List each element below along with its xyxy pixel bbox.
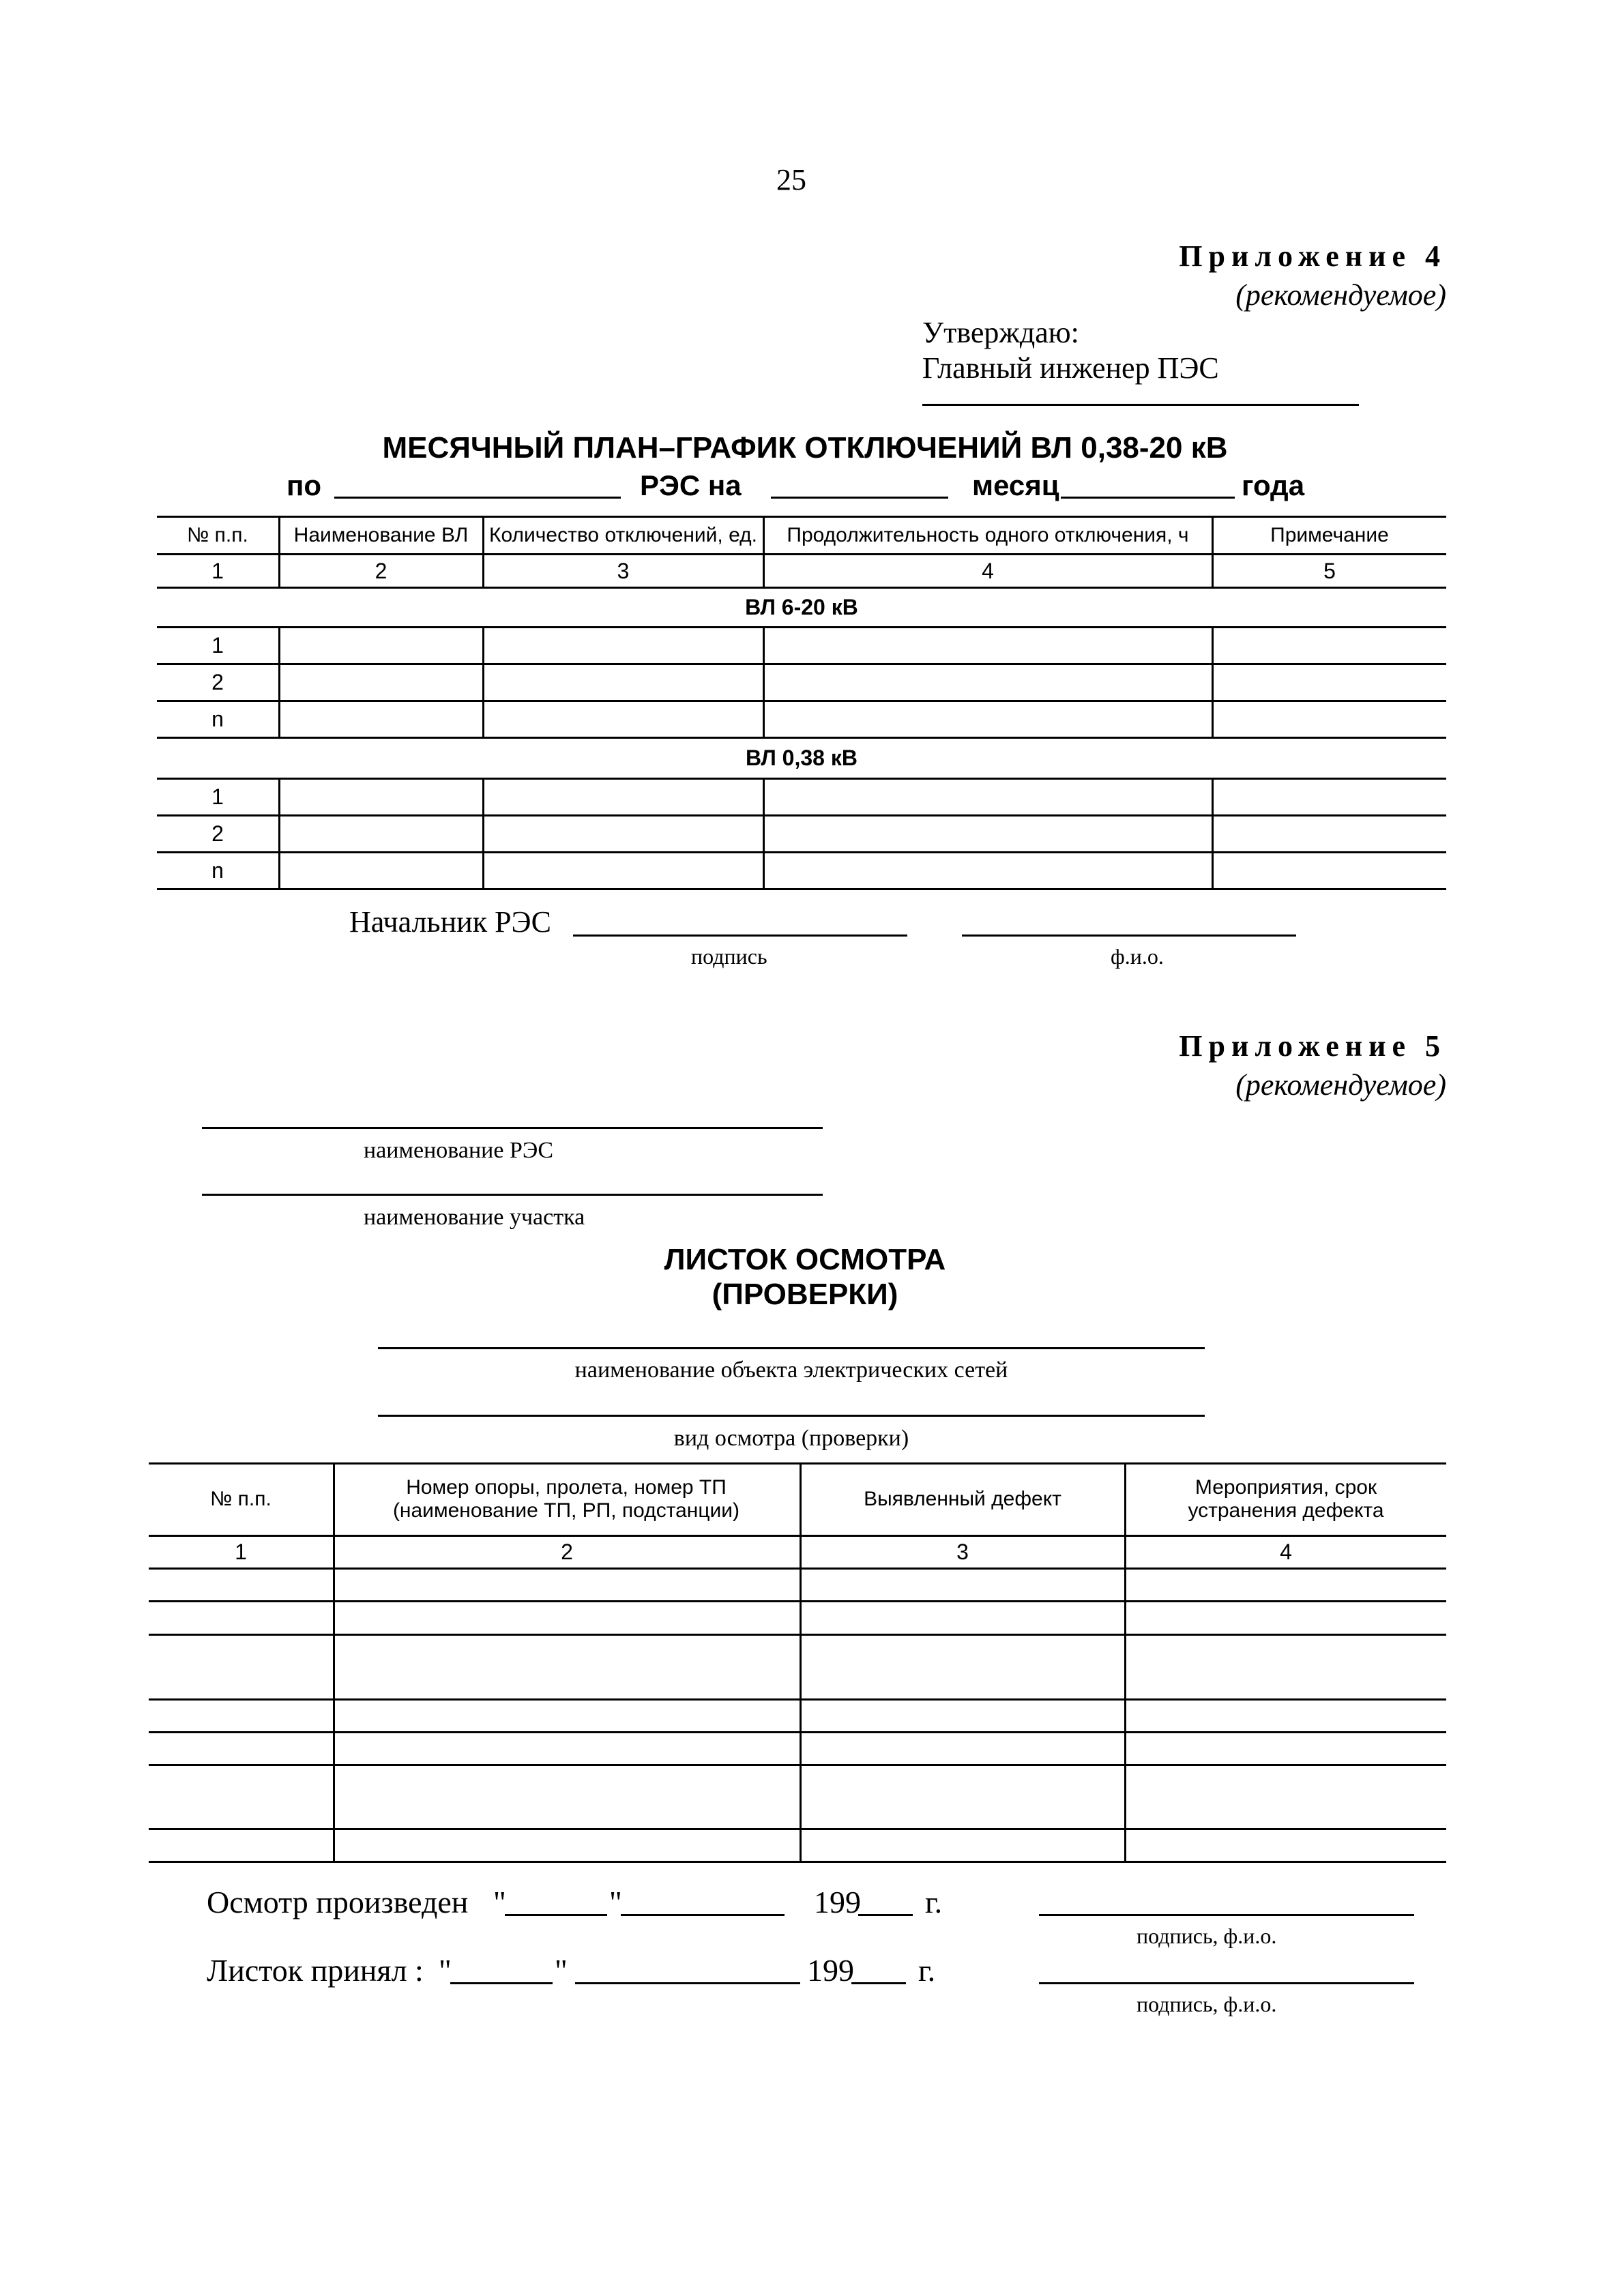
table2-line (149, 1634, 1446, 1636)
table1-row-number: 2 (211, 821, 224, 846)
fio-blank (962, 934, 1296, 937)
table1-line (157, 851, 1446, 853)
table1-vline (763, 778, 765, 888)
table2-bottom-line (149, 1861, 1446, 1863)
table2-colnum: 1 (235, 1540, 247, 1564)
inspection-done-quote-close: " (609, 1885, 622, 1919)
accepted-quote-close: " (555, 1953, 568, 1988)
res-na-label: РЭС на (640, 469, 742, 501)
po-label: по (287, 469, 322, 501)
inspection-done-sign-blank (1039, 1914, 1414, 1916)
table1-colnum: 4 (982, 558, 994, 583)
inspection-done-year: 199 (814, 1885, 861, 1919)
inspection-type-caption: вид осмотра (проверки) (673, 1426, 909, 1451)
accepted-sign-blank (1039, 1982, 1414, 1984)
table1-vline (278, 626, 280, 737)
inspection-done-sign-caption: подпись, ф.и.о. (1137, 1924, 1277, 1948)
month-label: месяц (972, 469, 1059, 501)
object-caption: наименование объекта электрических сетей (574, 1357, 1008, 1383)
accepted-g: г. (918, 1953, 936, 1988)
table1-line (157, 778, 1446, 780)
table1-row-number: 1 (211, 784, 224, 809)
approver-signature-line (922, 404, 1359, 406)
table2-line (149, 1731, 1446, 1733)
table1-colnum: 5 (1323, 558, 1336, 583)
signature-blank (573, 934, 907, 937)
table1-row-number: n (211, 707, 224, 731)
table2-line (149, 1828, 1446, 1830)
month-blank (1061, 497, 1235, 499)
res-name-blank (202, 1127, 823, 1129)
table2-header-cell: № п.п. (210, 1488, 272, 1510)
inspection-done-g: г. (925, 1885, 943, 1919)
table1-vline (482, 778, 484, 888)
inspection-done-day-blank (505, 1914, 607, 1916)
inspection-done-quote-open: " (493, 1885, 506, 1919)
table1-line (157, 663, 1446, 665)
appendix4-title: Приложение 4 (1179, 239, 1446, 273)
approve-label: Утверждаю: (922, 316, 1079, 349)
table1-vline (278, 778, 280, 888)
table2-line (149, 1698, 1446, 1701)
section-vl-6-20: ВЛ 6-20 кВ (745, 595, 858, 619)
table1-header-cell: Продолжительность одного отключения, ч (787, 523, 1189, 546)
section-vl-038: ВЛ 0,38 кВ (746, 746, 858, 770)
table1-line (157, 700, 1446, 702)
year-label: года (1242, 469, 1305, 501)
table2-header-cell: Мероприятия, срок устранения дефекта (1188, 1476, 1384, 1522)
accepted-sign-caption: подпись, ф.и.о. (1137, 1992, 1277, 2016)
appendix4-subtitle: (рекомендуемое) (1235, 278, 1446, 312)
res-name-caption: наименование РЭС (364, 1138, 553, 1163)
sheet-heading-line1: ЛИСТОК ОСМОТРА (664, 1243, 946, 1276)
table2-vline (1124, 1462, 1126, 1861)
table1-colnum: 1 (211, 558, 224, 583)
table1-row-number: 1 (211, 633, 224, 658)
table1-vline (1212, 626, 1214, 737)
table1-header-cell: Наименование ВЛ (293, 523, 469, 546)
table1-bottom-line (157, 888, 1446, 890)
table1-line (157, 814, 1446, 816)
fio-caption: ф.и.о. (1111, 944, 1164, 969)
table2-line (149, 1600, 1446, 1602)
signer-label: Начальник РЭС (349, 905, 551, 939)
page-number: 25 (776, 163, 806, 196)
table1-vline (1212, 778, 1214, 888)
table1-row-number: 2 (211, 670, 224, 694)
table2-line (149, 1764, 1446, 1766)
po-blank (334, 497, 621, 499)
accepted-day-blank (450, 1982, 553, 1984)
table2-colnum: 2 (561, 1540, 573, 1564)
inspection-done-month-blank (621, 1914, 785, 1916)
accepted-label: Листок принял : (207, 1953, 424, 1988)
accepted-month-blank (575, 1982, 800, 1984)
section-name-blank (202, 1194, 823, 1196)
table2-colnum: 4 (1280, 1540, 1292, 1564)
table1-vline (482, 626, 484, 737)
plan-heading: МЕСЯЧНЫЙ ПЛАН–ГРАФИК ОТКЛЮЧЕНИЙ ВЛ 0,38-20 кВ (382, 431, 1228, 465)
table1-header-cell: Примечание (1270, 523, 1389, 546)
approver-label: Главный инженер ПЭС (922, 351, 1219, 385)
inspection-type-blank (378, 1415, 1205, 1417)
inspection-done-year-blank (858, 1914, 913, 1916)
table1-line (157, 626, 1446, 628)
res-na-blank (771, 497, 948, 499)
table1-header-cell: № п.п. (187, 523, 248, 546)
table2-header-cell: Номер опоры, пролета, номер ТП (наименование ТП, РП, подстанции) (392, 1476, 740, 1522)
section-name-caption: наименование участка (364, 1205, 585, 1230)
object-blank (378, 1347, 1205, 1349)
inspection-done-label: Осмотр произведен (207, 1885, 469, 1919)
table2-line (149, 1568, 1446, 1570)
appendix5-subtitle: (рекомендуемое) (1235, 1068, 1446, 1102)
table1-colnum: 2 (375, 558, 387, 583)
accepted-year: 199 (807, 1953, 854, 1988)
accepted-quote-open: " (439, 1953, 452, 1988)
accepted-year-blank (851, 1982, 906, 1984)
table2-colnum: 3 (956, 1540, 969, 1564)
signature-caption: подпись (691, 944, 767, 969)
sheet-heading-line2: (ПРОВЕРКИ) (712, 1278, 898, 1311)
table2-vline (333, 1462, 335, 1861)
table1-header-cell: Количество отключений, ед. (489, 523, 757, 546)
table1-vline (763, 626, 765, 737)
table1-row-number: n (211, 858, 224, 883)
table1-colnum: 3 (617, 558, 630, 583)
appendix5-title: Приложение 5 (1179, 1029, 1446, 1063)
table2-header-cell: Выявленный дефект (864, 1488, 1061, 1510)
